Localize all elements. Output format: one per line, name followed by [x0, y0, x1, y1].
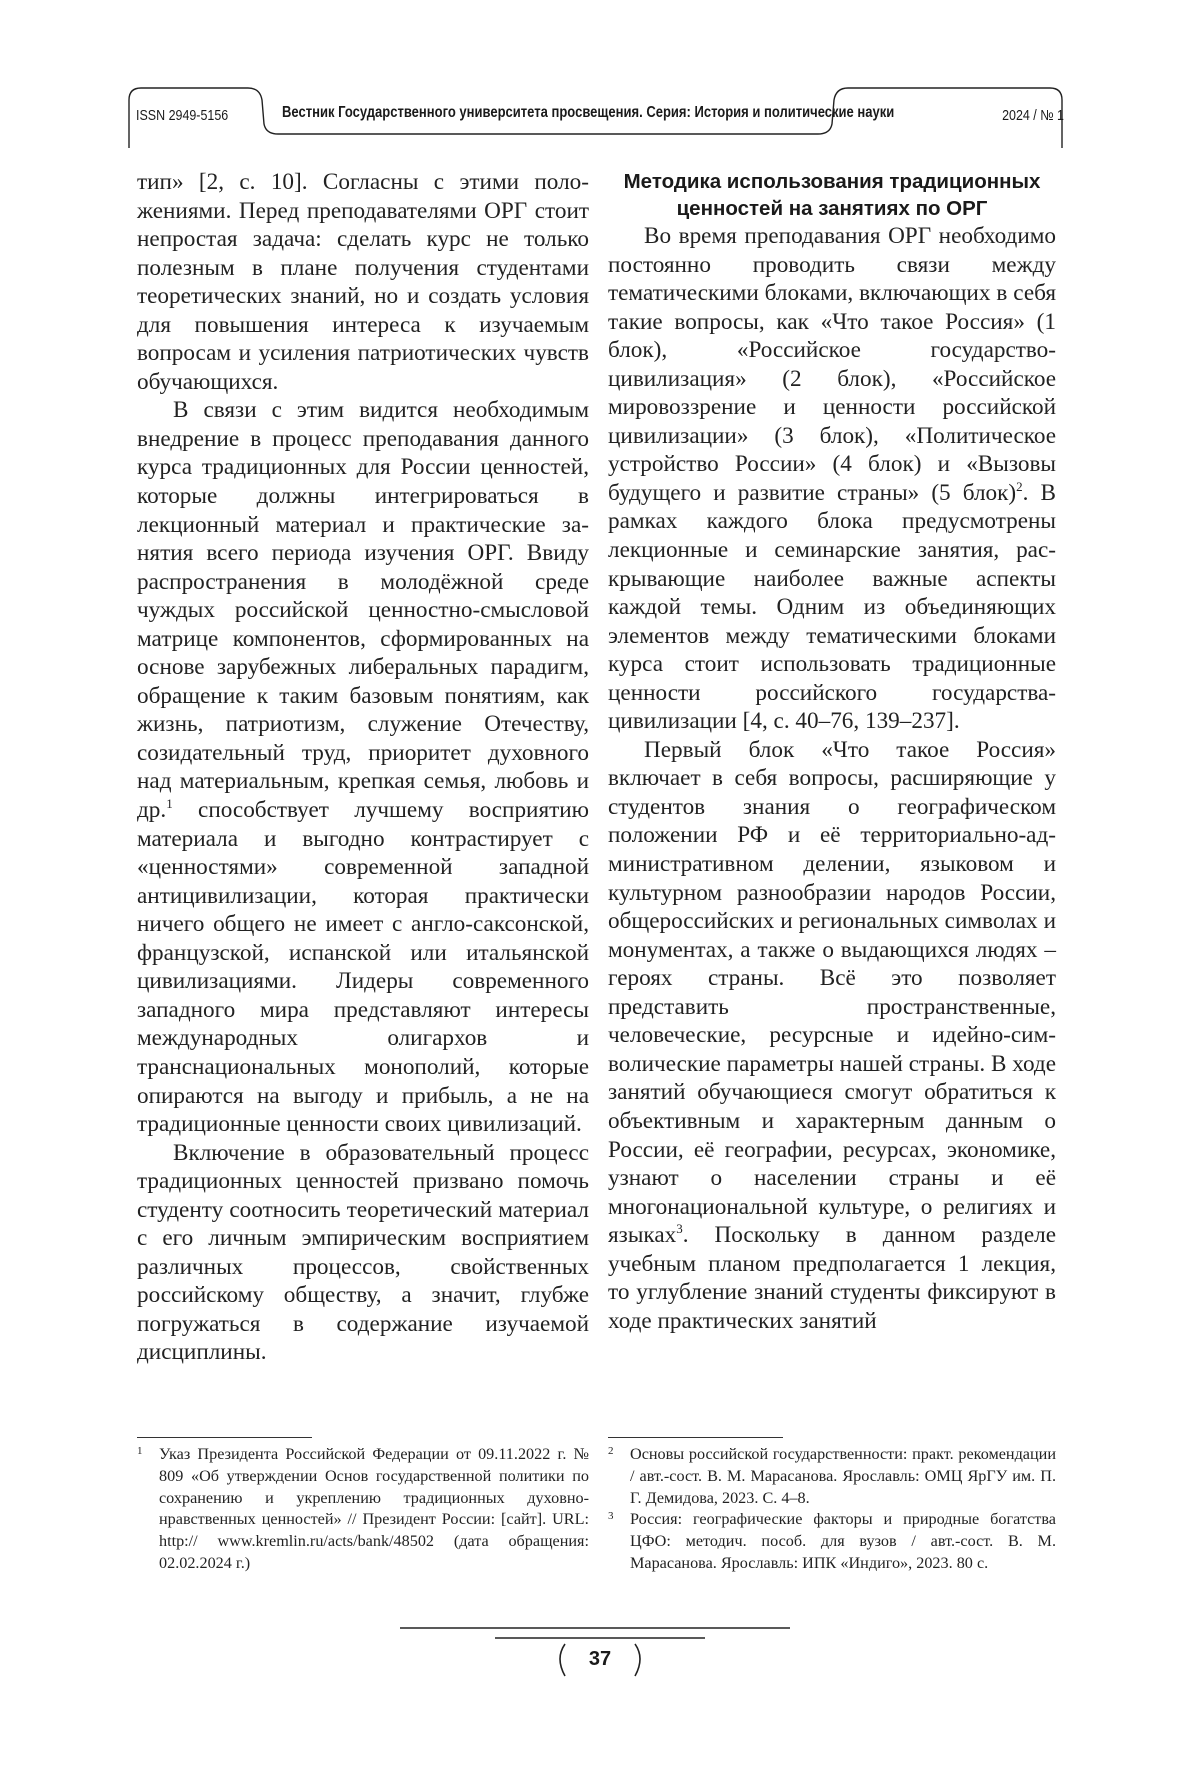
- issn: ISSN 2949-5156: [136, 108, 229, 124]
- footnote-text: Россия: географические факторы и природные богатства ЦФО: методич. пособ. для вузов / авт.-сост. В. М. Марасанова. Ярославль: ИПК «Индиго», 2023. 80 с.: [630, 1510, 1056, 1572]
- journal-title: Вестник Государственного университета просвещения. Серия: История и политические науки: [282, 104, 895, 121]
- footnote-ref-1[interactable]: 1: [166, 796, 173, 812]
- issue-label: 2024 / № 1: [1002, 108, 1064, 124]
- footnote-rule: [608, 1437, 783, 1438]
- footnote-3: [608, 1509, 1056, 1574]
- page-number: 37: [588, 1648, 612, 1670]
- footnote-ref-3[interactable]: 3: [676, 1221, 683, 1237]
- page-footer: [0, 1620, 1200, 1700]
- footnote-ref-2[interactable]: 2: [1016, 478, 1023, 494]
- left-paragraph-3: Включение в образовательный процесс традиционных ценностей призвано помочь студенту соотносить теоретический материал с его личным эмпирическим восприятием различных процессов, свойственных российскому обществу, а значит, глубже погружаться в содержание изучаемой дисциплины.: [137, 1139, 589, 1366]
- footnote-1: [137, 1444, 589, 1575]
- footnote-number: 1: [137, 1445, 143, 1457]
- right-paragraph-2: Первый блок «Что такое Россия» включает в себя вопросы, расширяющие у студентов знания о географическом положении РФ и её территориально-административном делении, языковом и культурном разнообразии народов России, общероссийских и региональных символах и монументах, а также о выдающихся людях – героях страны. Всё это позволяет представить пространственные, человеческие, ресурсные и идейно-символические параметры нашей страны. В ходе занятий обучающиеся смогут обратиться к объективным и характерным данным о России, её географии, ресурсах, экономике, узнают о населении страны и её многонациональной культуре, о религиях и языках$^3$. Поскольку в данном разделе учебным планом предполагается 1 лекция, то углубление знаний студенты фиксируют в ходе практических занятий: [608, 736, 1056, 1334]
- footnotes-left: [137, 1437, 589, 1575]
- footnotes-right: [608, 1437, 1056, 1575]
- left-column: [137, 168, 589, 1367]
- footnote-rule: [137, 1437, 312, 1438]
- left-paragraph-2: В связи с этим видится необходимым внедрение в процесс преподавания данного курса традиционных для России ценностей, которые должны интегрироваться в лекционный материал и практические занятия всего периода изучения ОРГ. Ввиду распространения в молодёжной среде чуждых российской ценностно-смысловой матрице компонентов, сформированных на основе зарубежных либеральных парадигм, обращение к таким базовым понятиям, как жизнь, патриотизм, служение Отечеству, созидательный труд, приоритет духовного над материальным, крепкая семья, любовь и др.$^1$ способствует лучшему восприятию материала и выгодно контрастирует с «ценностями» современной западной антицивилизации, которая практически ничего общего не имеет с англо-саксонской, французской, испанской или итальянской цивилизациями. Лидеры современного западного мира представляют интересы международных олигархов и транснациональных монополий, которые опираются на выгоду и прибыль, а не на традиционные ценности своих цивилизаций.: [137, 397, 589, 1138]
- running-head: [128, 82, 1064, 148]
- footnote-text: Основы российской государственности: практ. рекомендации / авт.-сост. В. М. Марасанова. Ярославль: ОМЦ ЯрГУ им. П. Г. Демидова, 2023. С. 4–8.: [630, 1445, 1056, 1507]
- footnote-number: 2: [608, 1445, 614, 1457]
- footnote-2: [608, 1444, 1056, 1509]
- footnote-number: 3: [608, 1510, 614, 1523]
- right-paragraph-1: Во время преподавания ОРГ необходимо постоянно проводить связи между тематическими блоками, включающих в себя такие вопросы, как «Что такое Россия» (1 блок), «Российское государство-цивилизация» (2 блок), «Российское мировоззрение и ценности российской цивилизации» (3 блок), «Политическое устройство России» (4 блок) и «Вызовы будущего и развитие страны» (5 блок)$^2$. В рамках каждого блока предусмотрены лекционные и семинарские занятия, раскрывающие наиболее важные аспекты каждой темы. Одним из объединяющих элементов между тематическими блоками курса стоит использовать традиционные ценности российского государства-цивилизации [4, с. 40–76, 139–237].: [608, 223, 1057, 735]
- footnote-text: Указ Президента Российской Федерации от 09.11.2022 г. № 809 «Об утверждении Основ государственной политики по сохранению и укреплению традиционных духовно-нравственных ценностей» // Президент России: [сайт]. URL: http:// www.kremlin.ru/acts/bank/48502 (дата обращения: 02.02.2024 г.): [159, 1445, 589, 1572]
- left-paragraph-1: тип» [2, с. 10]. Согласны с этими положениями. Перед преподавателями ОРГ стоит непростая задача: сделать курс не только полезным в плане получения студентами теоретических знаний, но и создать условия для повышения интереса к изучаемым вопросам и усиления патриотических чувств обучающихся.: [137, 169, 589, 395]
- right-column: [608, 168, 1056, 1335]
- section-heading: Методика использования традиционных ценностей на занятиях по ОРГ: [623, 170, 1041, 220]
